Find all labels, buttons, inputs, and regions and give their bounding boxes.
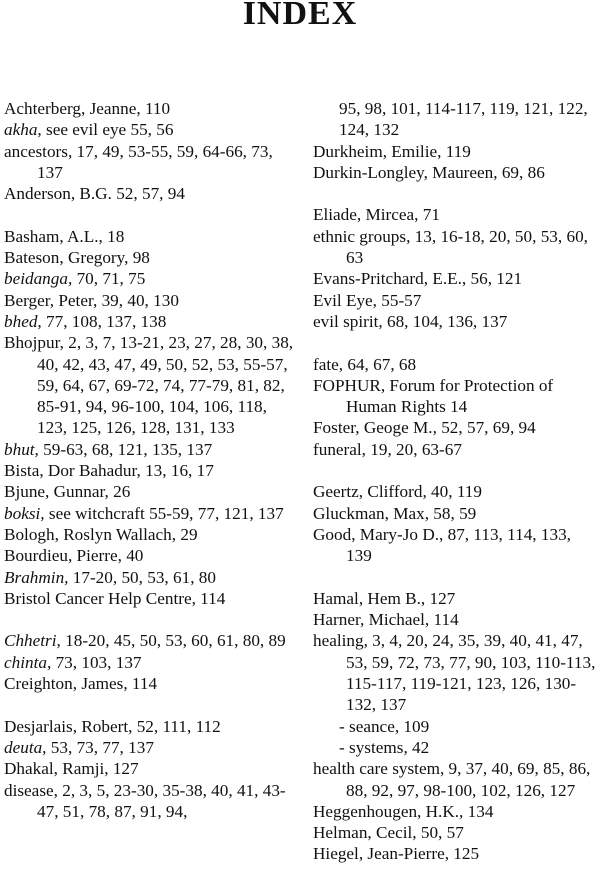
index-entry — [313, 843, 599, 864]
entry-text: disease, 2, 3, 5, 23-30, 35-38, 40, 41, 43-47, 51, 78, 87, 91, 94, — [4, 780, 286, 821]
entry-text: Bourdieu, Pierre, 40 — [4, 546, 144, 566]
entry-text: bhed, — [4, 311, 42, 331]
entry-text: 53, 73, 77, 137 — [46, 737, 154, 757]
index-entry — [4, 588, 300, 609]
entry-text: Creighton, James, 114 — [4, 674, 158, 694]
index-entry — [313, 524, 599, 567]
entry-text: chinta, — [4, 652, 52, 672]
index-entry — [313, 758, 599, 801]
entry-text: Geertz, Clifford, 40, 119 — [313, 482, 482, 502]
entry-text: Durkheim, Emilie, 119 — [313, 141, 471, 161]
index-entry — [4, 524, 300, 545]
entry-text: Bjune, Gunnar, 26 — [4, 482, 131, 502]
index-entry — [4, 98, 300, 119]
index-entry — [4, 311, 300, 332]
index-entry — [313, 801, 599, 822]
entry-text: 18-20, 45, 50, 53, 60, 61, 80, 89 — [60, 631, 286, 651]
entry-text: - systems, 42 — [339, 737, 430, 757]
index-entry — [313, 226, 599, 269]
entry-text: Heggenhougen, H.K., 134 — [313, 801, 494, 821]
entry-text: health care system, 9, 37, 40, 69, 85, 86, 88, 92, 97, 98-100, 102, 126, 127 — [313, 759, 591, 800]
index-entry — [4, 780, 300, 823]
entry-text: Durkin-Longley, Maureen, 69, 86 — [313, 162, 545, 182]
index-entry — [313, 630, 599, 715]
entry-text: Berger, Peter, 39, 40, 130 — [4, 290, 179, 310]
index-entry — [313, 268, 599, 289]
index-entry — [313, 162, 599, 183]
index-subentry — [313, 716, 599, 737]
index-entry — [313, 822, 599, 843]
index-entry — [4, 652, 300, 673]
entry-text: see evil eye 55, 56 — [41, 120, 174, 140]
entry-gap — [313, 332, 599, 353]
entry-gap — [313, 567, 599, 588]
index-entry — [4, 716, 300, 737]
index-column-left — [4, 98, 300, 822]
index-entry — [4, 630, 300, 651]
index-entry — [4, 290, 300, 311]
index-entry — [313, 503, 599, 524]
index-entry — [4, 183, 300, 204]
index-entry — [313, 354, 599, 375]
entry-text: Hiegel, Jean-Pierre, 125 — [313, 844, 480, 864]
entry-text: 73, 103, 137 — [51, 652, 142, 672]
entry-text: Helman, Cecil, 50, 57 — [313, 823, 464, 843]
entry-text: deuta, — [4, 737, 47, 757]
entry-gap — [4, 694, 300, 715]
entry-text: Evans-Pritchard, E.E., 56, 121 — [313, 269, 523, 289]
entry-text: Anderson, B.G. 52, 57, 94 — [4, 184, 185, 204]
index-entry — [313, 481, 599, 502]
entry-text: Foster, Geoge M., 52, 57, 69, 94 — [313, 418, 536, 438]
entry-text: Bateson, Gregory, 98 — [4, 248, 150, 268]
index-entry — [4, 481, 300, 502]
index-entry — [4, 567, 300, 588]
entry-gap — [313, 183, 599, 204]
entry-text: Brahmin, — [4, 567, 69, 587]
entry-text: 95, 98, 101, 114-117, 119, 121, 122, 124, 132 — [339, 99, 588, 140]
entry-text: Chhetri, — [4, 631, 61, 651]
index-entry — [4, 268, 300, 289]
index-entry — [4, 332, 300, 438]
index-entry — [4, 141, 300, 184]
entry-text: Bhojpur, 2, 3, 7, 13-21, 23, 27, 28, 30, 38, 40, 42, 43, 47, 49, 50, 52, 53, 55-57, 59, 64, 67, 69-72, 74, 77-79, 81, 82, 85-91, 94, 96-100, 104, 106, 118, 123, 125, 126, 128, 131, 133 — [4, 333, 294, 438]
entry-gap — [4, 204, 300, 225]
index-entry — [4, 503, 300, 524]
index-entry — [313, 204, 599, 225]
entry-text: ethnic groups, 13, 16-18, 20, 50, 53, 60, 63 — [313, 226, 588, 268]
index-entry — [4, 460, 300, 481]
index-entry — [313, 588, 599, 609]
index-entry — [313, 290, 599, 311]
index-entry — [4, 737, 300, 758]
entry-text: 77, 108, 137, 138 — [41, 311, 167, 331]
index-entry — [4, 439, 300, 460]
entry-text: Bista, Dor Bahadur, 13, 16, 17 — [4, 461, 214, 481]
index-entry — [313, 98, 599, 141]
index-entry — [4, 545, 300, 566]
entry-text: boksi, — [4, 503, 45, 523]
index-entry — [4, 758, 300, 779]
entry-text: Evil Eye, 55-57 — [313, 290, 422, 310]
entry-text: Basham, A.L., 18 — [4, 226, 125, 246]
index-entry — [313, 375, 599, 418]
entry-text: Hamal, Hem B., 127 — [313, 588, 456, 608]
entry-text: ancestors, 17, 49, 53-55, 59, 64-66, 73, 137 — [4, 141, 273, 182]
entry-text: see witchcraft 55-59, 77, 121, 137 — [44, 503, 284, 523]
entry-text: 17-20, 50, 53, 61, 80 — [68, 567, 216, 587]
entry-text: Desjarlais, Robert, 52, 111, 112 — [4, 716, 221, 736]
index-entry — [313, 141, 599, 162]
entry-gap — [4, 609, 300, 630]
entry-text: evil spirit, 68, 104, 136, 137 — [313, 311, 508, 331]
index-entry — [313, 439, 599, 460]
index-entry — [4, 247, 300, 268]
index-entry — [313, 311, 599, 332]
entry-text: Good, Mary-Jo D., 87, 113, 114, 133, 139 — [313, 524, 571, 566]
index-entry — [4, 119, 300, 140]
entry-text: Dhakal, Ramji, 127 — [4, 759, 139, 779]
index-entry — [313, 417, 599, 438]
entry-text: 59-63, 68, 121, 135, 137 — [38, 439, 213, 459]
index-entry — [4, 673, 300, 694]
entry-text: Achterberg, Jeanne, 110 — [4, 99, 171, 118]
entry-text: Gluckman, Max, 58, 59 — [313, 503, 477, 523]
entry-text: healing, 3, 4, 20, 24, 35, 39, 40, 41, 47, 53, 59, 72, 73, 77, 90, 103, 110-113, 115-117, 119-121, 123, 126, 130-132, 137 — [313, 631, 596, 715]
entry-text: 70, 71, 75 — [72, 269, 146, 289]
entry-text: akha, — [4, 120, 42, 140]
entry-text: Eliade, Mircea, 71 — [313, 205, 440, 225]
entry-text: fate, 64, 67, 68 — [313, 354, 417, 374]
entry-text: - seance, 109 — [339, 716, 430, 736]
entry-text: funeral, 19, 20, 63-67 — [313, 439, 462, 459]
index-entry — [4, 226, 300, 247]
entry-text: Bristol Cancer Help Centre, 114 — [4, 588, 226, 608]
page-title: INDEX — [242, 0, 358, 32]
entry-text: Harner, Michael, 114 — [313, 610, 459, 630]
entry-text: Bologh, Roslyn Wallach, 29 — [4, 524, 198, 544]
entry-text: FOPHUR, Forum for Protection of Human Rights 14 — [313, 375, 554, 417]
index-column-right — [313, 98, 599, 865]
entry-text: beidanga, — [4, 269, 73, 289]
index-subentry — [313, 737, 599, 758]
entry-text: bhut, — [4, 439, 39, 459]
index-entry — [313, 609, 599, 630]
entry-gap — [313, 460, 599, 481]
